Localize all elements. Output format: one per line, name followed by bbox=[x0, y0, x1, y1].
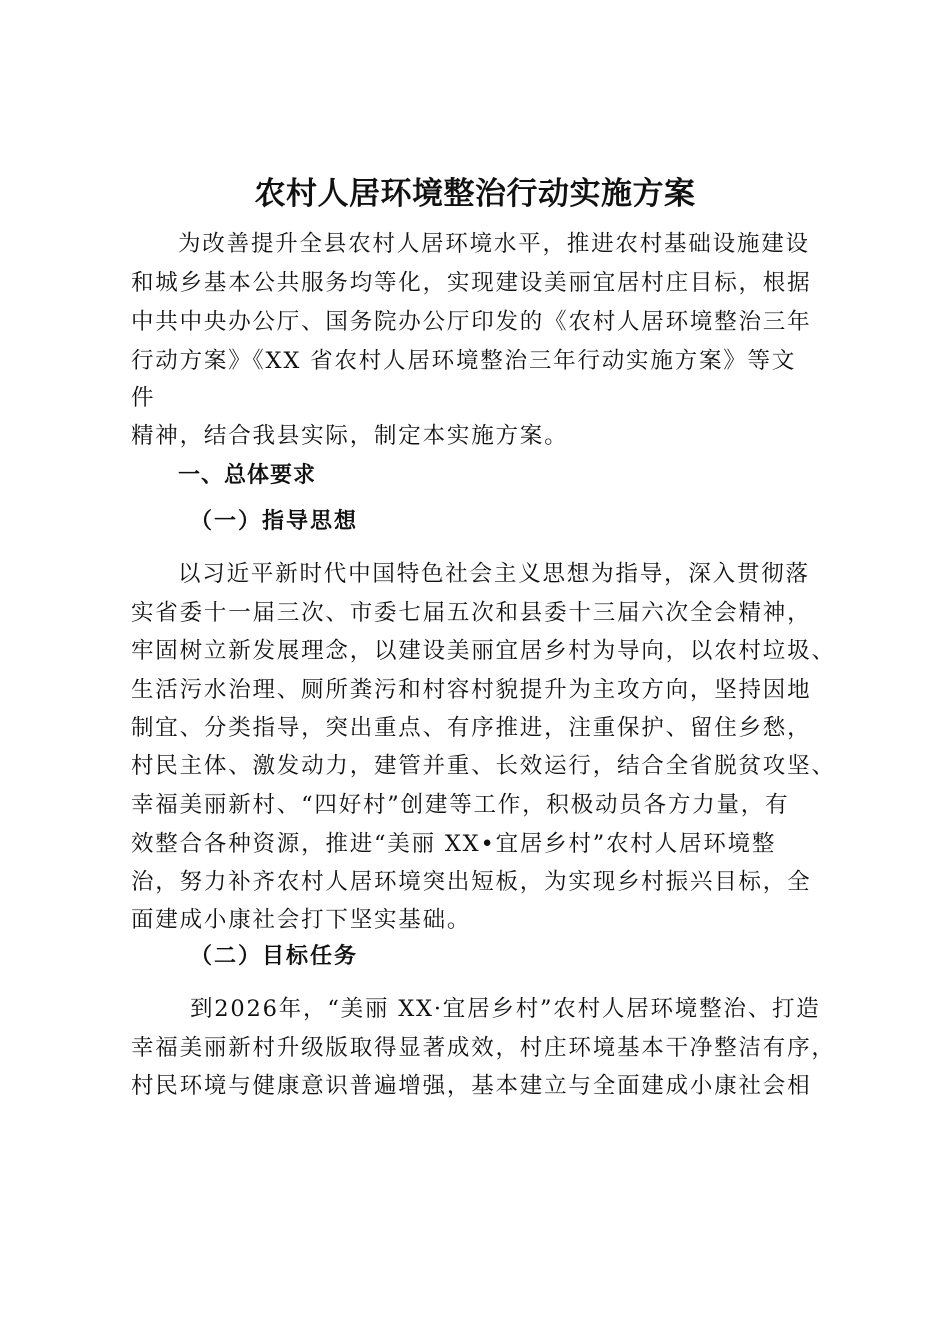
intro-line-5: 件 bbox=[131, 385, 156, 411]
subsection-heading-goals-tasks: （二）目标任务 bbox=[190, 944, 359, 969]
goals-line-3: 村民环境与健康意识普遍增强，基本建立与全面建成小康社会相 bbox=[131, 1073, 812, 1099]
intro-line-1: 为改善提升全县农村人居环境水平，推进农村基础设施建设 bbox=[178, 231, 810, 257]
guiding-line-5: 制宜、分类指导，突出重点、有序推进，注重保护、留住乡愁， bbox=[131, 715, 812, 741]
guiding-line-1: 以习近平新时代中国特色社会主义思想为指导，深入贯彻落 bbox=[178, 561, 810, 587]
intro-line-6: 精神，结合我县实际，制定本实施方案。 bbox=[131, 423, 569, 449]
intro-line-2: 和城乡基本公共服务均等化，实现建设美丽宜居村庄目标，根据 bbox=[131, 270, 812, 296]
guiding-line-6: 村民主体、激发动力，建管并重、长效运行，结合全省脱贫攻坚、 bbox=[131, 753, 836, 779]
guiding-line-2: 实省委十一届三次、市委七届五次和县委十三届六次全会精神， bbox=[131, 600, 812, 626]
guiding-line-8: 效整合各种资源，推进“美丽 XX•宜居乡村”农村人居环境整 bbox=[131, 831, 777, 857]
goals-line-1: 到2026年，“美丽 XX·宜居乡村”农村人居环境整治、打造 bbox=[190, 996, 821, 1022]
guiding-line-3: 牢固树立新发展理念，以建设美丽宜居乡村为导向，以农村垃圾、 bbox=[131, 638, 836, 664]
intro-line-4: 行动方案》《XX 省农村人居环境整治三年行动实施方案》等文 bbox=[131, 348, 797, 374]
guiding-line-4: 生活污水治理、厕所粪污和村容村貌提升为主攻方向，坚持因地 bbox=[131, 677, 812, 703]
goals-line-2: 幸福美丽新村升级版取得显著成效，村庄环境基本干净整洁有序， bbox=[131, 1035, 836, 1061]
guiding-line-9: 治，努力补齐农村人居环境突出短板，为实现乡村振兴目标，全 bbox=[131, 869, 812, 895]
section-heading-general-requirements: 一、总体要求 bbox=[178, 463, 317, 488]
guiding-line-10: 面建成小康社会打下坚实基础。 bbox=[131, 907, 472, 933]
guiding-line-7: 幸福美丽新村、“四好村”创建等工作，积极动员各方力量，有 bbox=[131, 792, 790, 818]
intro-line-3: 中共中央办公厅、国务院办公厅印发的《农村人居环境整治三年 bbox=[131, 309, 812, 335]
document-title: 农村人居环境整治行动实施方案 bbox=[254, 176, 696, 212]
subsection-heading-guiding-ideology: （一）指导思想 bbox=[190, 509, 359, 534]
